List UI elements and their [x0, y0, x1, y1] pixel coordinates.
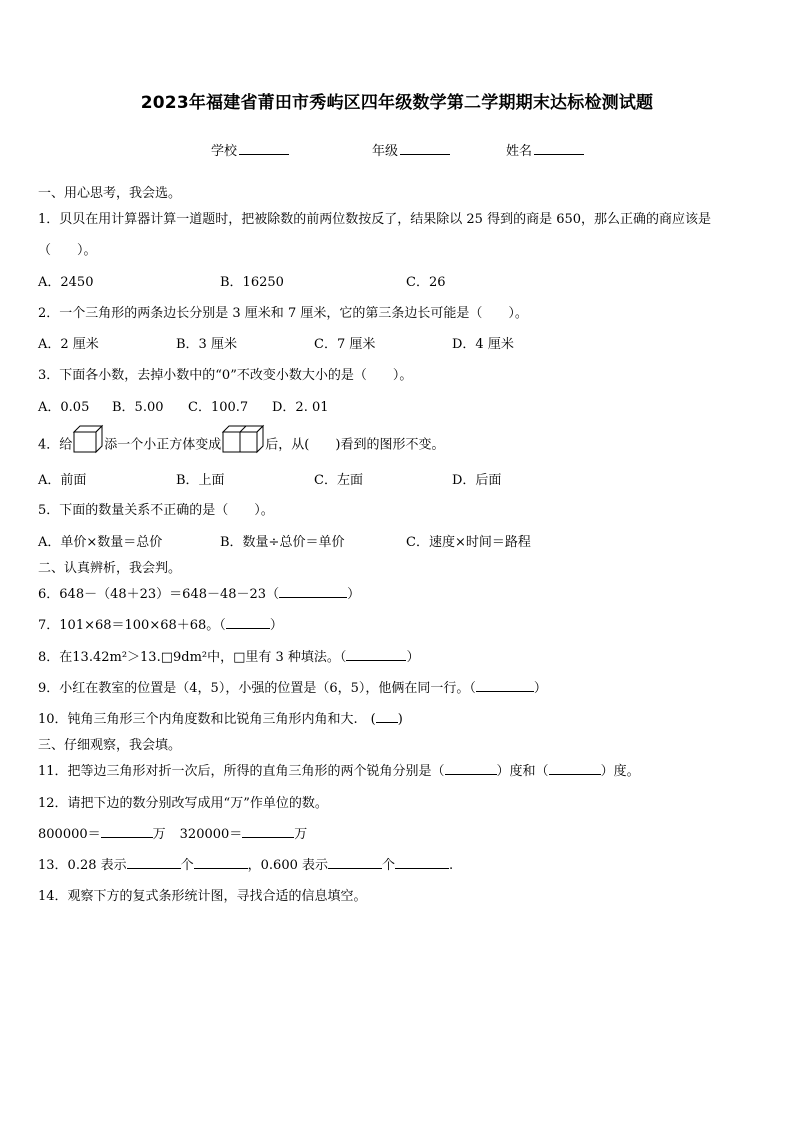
- q5-option-c[interactable]: C．速度×时间＝路程: [406, 535, 531, 550]
- question-13-part2: 个: [180, 858, 194, 873]
- question-9: [38, 677, 547, 696]
- q6-answer-blank[interactable]: [279, 585, 347, 598]
- question-8: [38, 646, 419, 665]
- q3-option-d[interactable]: D．2. 01: [272, 400, 329, 415]
- school-blank[interactable]: [239, 142, 289, 155]
- name-field: [506, 140, 584, 159]
- question-4-post: 后，从( )看到的图形不变。: [265, 437, 445, 453]
- q12-expression-1: 800000＝: [38, 827, 101, 842]
- question-13-part1: 13．0.28 表示: [38, 858, 127, 873]
- q5-option-b[interactable]: B．数量÷总价＝单价: [220, 535, 345, 550]
- question-11-part3: ）度。: [600, 764, 640, 779]
- q7-answer-blank[interactable]: [226, 616, 270, 629]
- q3-option-b[interactable]: B．5.00: [112, 400, 164, 415]
- q12-blank-2[interactable]: [242, 825, 294, 838]
- question-11-part1: 11．把等边三角形对折一次后，所得的直角三角形的两个锐角分别是（: [38, 764, 445, 779]
- school-field: [211, 140, 289, 159]
- q12-blank-1[interactable]: [101, 825, 153, 838]
- q11-blank-2[interactable]: [549, 762, 601, 775]
- question-3-text: 3．下面各小数，去掉小数中的“0”不改变小数大小的是（ ）。: [38, 368, 413, 383]
- question-1-text: 1．贝贝在用计算器计算一道题时，把被除数的前两位数按反了，结果除以 25 得到的商是 650，那么正确的商应该是: [38, 212, 712, 227]
- q13-blank-2[interactable]: [194, 856, 248, 869]
- section-3-heading: 三、仔细观察，我会填。: [38, 738, 182, 753]
- q5-option-a[interactable]: A．单价×数量＝总价: [38, 535, 163, 550]
- q2-option-a[interactable]: A．2 厘米: [38, 337, 99, 352]
- question-12-exercises: [38, 823, 307, 842]
- question-14-text: 14．观察下方的复式条形统计图，寻找合适的信息填空。: [38, 889, 367, 904]
- q12-unit-2: 万: [294, 827, 308, 842]
- q1-option-c[interactable]: C．26: [406, 275, 446, 290]
- q4-option-d[interactable]: D．后面: [452, 473, 502, 488]
- question-11-part2: ）度和（: [496, 764, 549, 779]
- question-6-end: ）: [347, 587, 361, 602]
- q1-option-a[interactable]: A．2450: [38, 275, 94, 290]
- question-5-text: 5．下面的数量关系不正确的是（ ）。: [38, 503, 274, 518]
- name-blank[interactable]: [534, 142, 584, 155]
- q4-option-a[interactable]: A．前面: [38, 473, 87, 488]
- grade-field: [372, 140, 450, 159]
- name-label: 姓名: [506, 144, 533, 159]
- grade-blank[interactable]: [400, 142, 450, 155]
- question-1-continued: （ ）。: [38, 243, 97, 258]
- school-label: 学校: [211, 144, 238, 159]
- question-2-text: 2．一个三角形的两条边长分别是 3 厘米和 7 厘米，它的第三条边长可能是（ ）。: [38, 306, 528, 321]
- question-6-text: 6．648－（48＋23）＝648－48－23（: [38, 587, 280, 602]
- question-9-end: ）: [533, 681, 547, 696]
- question-13-part5: .: [449, 858, 454, 873]
- question-7-text: 7．101×68＝100×68＋68。（: [38, 618, 226, 633]
- question-9-text: 9．小红在教室的位置是（4，5），小强的位置是（6，5），他俩在同一行。（: [38, 681, 476, 696]
- question-13-part4: 个: [382, 858, 396, 873]
- question-4-line: [38, 424, 444, 466]
- page-title: 2023年福建省莆田市秀屿区四年级数学第二学期期末达标检测试题: [140, 93, 654, 113]
- q12-unit-1: 万: [152, 827, 166, 842]
- question-10-text: 10．钝角三角形三个内角度数和比锐角三角形内角和大. (: [38, 712, 376, 727]
- question-11: [38, 760, 640, 779]
- q2-option-c[interactable]: C．7 厘米: [314, 337, 376, 352]
- question-8-text: 8．在13.42m²＞13.□9dm²中，□里有 3 种填法。（: [38, 650, 347, 665]
- q13-blank-4[interactable]: [395, 856, 449, 869]
- question-4-mid: 添一个小正方体变成: [104, 437, 222, 453]
- q10-answer-blank[interactable]: [376, 710, 398, 723]
- single-cube-figure: [72, 424, 104, 466]
- q4-option-c[interactable]: C．左面: [314, 473, 363, 488]
- q11-blank-1[interactable]: [445, 762, 497, 775]
- two-cubes-figure: [221, 424, 265, 466]
- q8-answer-blank[interactable]: [346, 648, 406, 661]
- q2-option-b[interactable]: B．3 厘米: [176, 337, 237, 352]
- question-8-end: ）: [406, 650, 420, 665]
- q13-blank-3[interactable]: [328, 856, 382, 869]
- grade-label: 年级: [372, 144, 399, 159]
- q2-option-d[interactable]: D．4 厘米: [452, 337, 514, 352]
- q1-option-b[interactable]: B．16250: [220, 275, 284, 290]
- question-7: [38, 614, 283, 633]
- question-12-text: 12．请把下边的数分别改写成用“万”作单位的数。: [38, 796, 328, 811]
- question-6: [38, 583, 360, 602]
- question-4-pre: 4．给: [38, 437, 73, 453]
- q4-option-b[interactable]: B．上面: [176, 473, 225, 488]
- section-2-heading: 二、认真辨析，我会判。: [38, 561, 182, 576]
- question-13: [38, 854, 453, 873]
- q3-option-a[interactable]: A．0.05: [38, 400, 90, 415]
- question-13-part3: ，0.600 表示: [247, 858, 328, 873]
- q13-blank-1[interactable]: [127, 856, 181, 869]
- q9-answer-blank[interactable]: [476, 679, 534, 692]
- question-7-end: ）: [269, 618, 283, 633]
- q12-expression-2: 320000＝: [179, 827, 243, 842]
- q3-option-c[interactable]: C．100.7: [188, 400, 249, 415]
- question-10: [38, 708, 403, 727]
- question-10-end: ): [397, 712, 403, 727]
- section-1-heading: 一、用心思考，我会选。: [38, 186, 182, 201]
